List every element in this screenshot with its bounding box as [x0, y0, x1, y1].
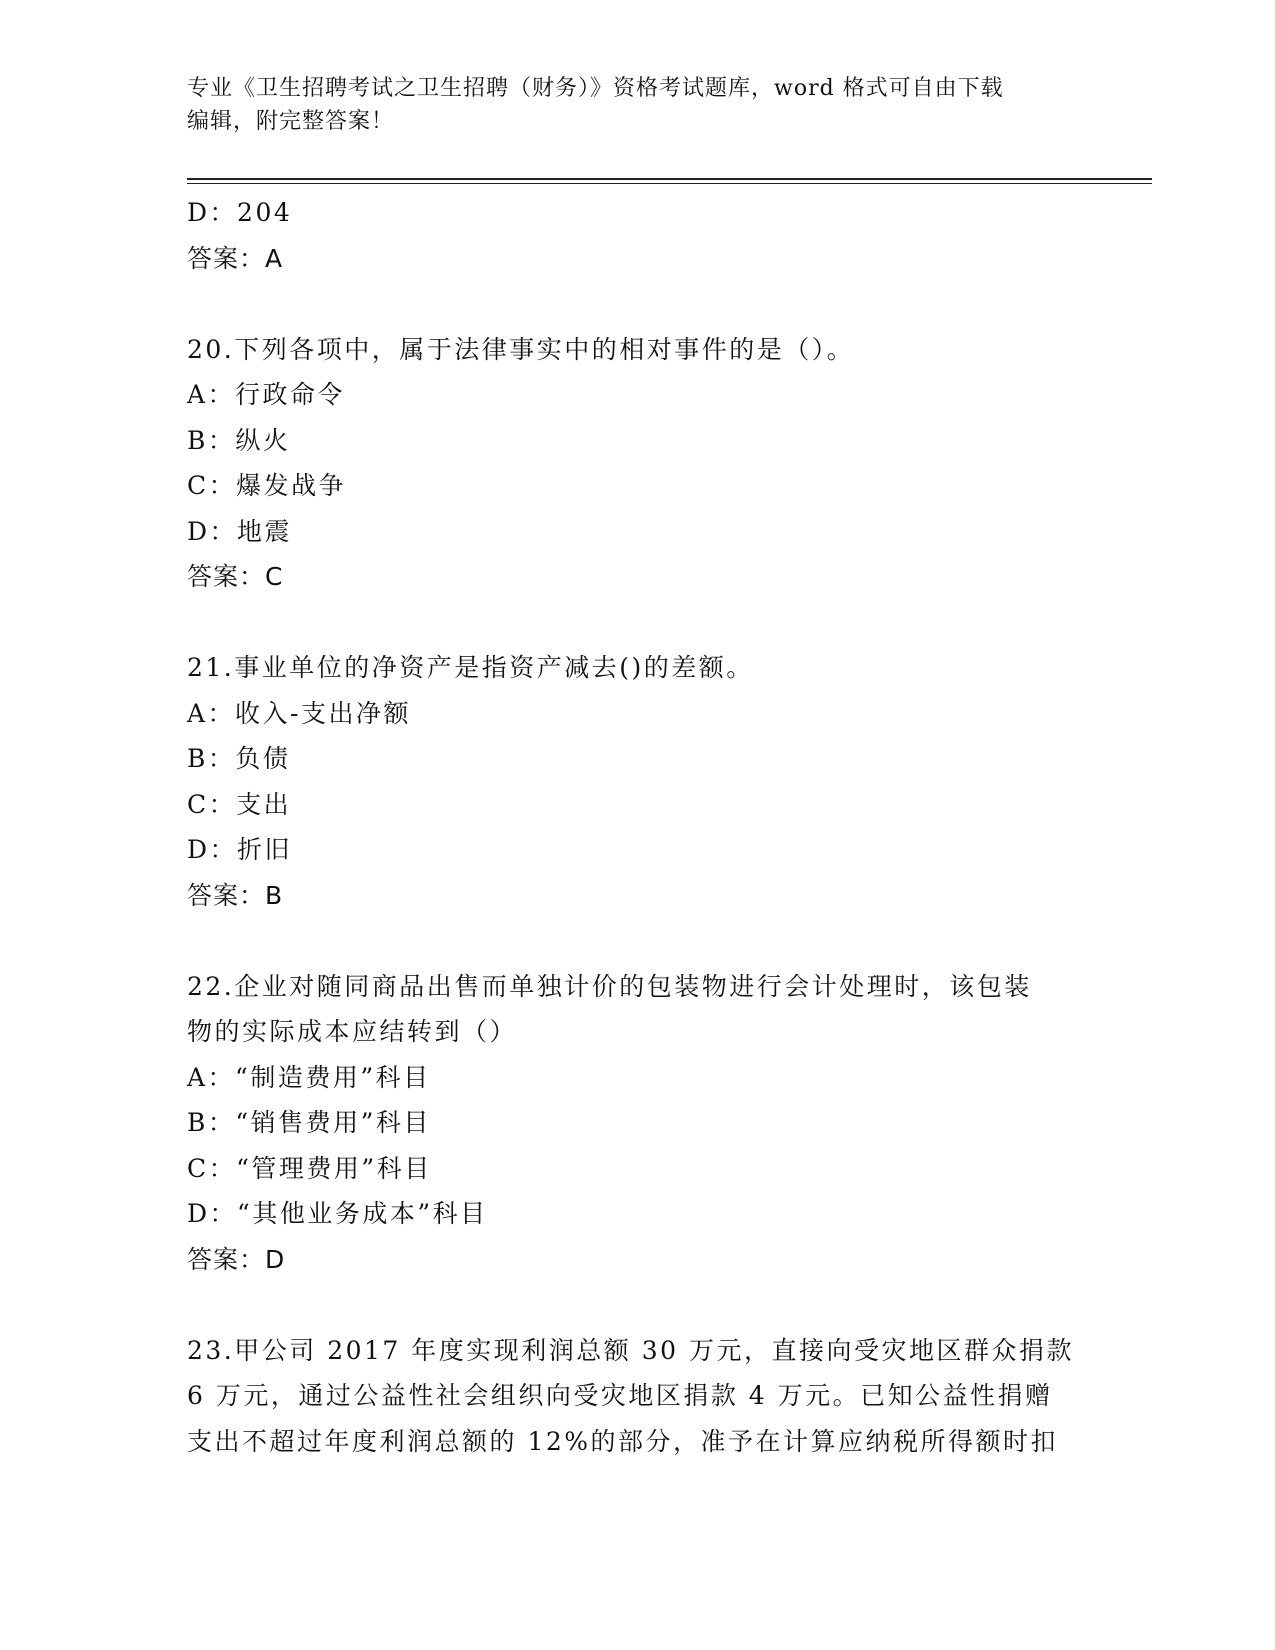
question-20: [187, 327, 1087, 600]
option-b: B：负债: [187, 744, 291, 773]
option-c: C：支出: [187, 789, 292, 819]
question-text: 20.下列各项中，属于法律事实中的相对事件的是（）。: [187, 334, 855, 364]
header-divider-thin: [187, 183, 1152, 184]
option-d: D：地震: [187, 516, 293, 546]
question-text-line-2: 6 万元，通过公益性社会组织向受灾地区捐款 4 万元。已知公益性捐赠: [187, 1381, 1053, 1410]
option-a: A：行政命令: [187, 380, 346, 409]
header-divider: [187, 178, 1152, 180]
question-text-line-3: 支出不超过年度利润总额的 12%的部分，准予在计算应纳税所得额时扣: [187, 1426, 1059, 1456]
question-list: [187, 190, 1087, 1464]
answer: 答案：D: [187, 1244, 286, 1274]
option-b: B：“销售费用”科目: [187, 1108, 431, 1137]
option-a: A：“制造费用”科目: [187, 1062, 431, 1092]
option-c: C：爆发战争: [187, 471, 347, 500]
question-22: [187, 964, 1087, 1283]
option-d: D：折旧: [187, 835, 293, 864]
question-21: [187, 645, 1087, 918]
question-text: 21.事业单位的净资产是指资产减去()的差额。: [187, 653, 754, 682]
question-23: [187, 1328, 1087, 1465]
question-text-line-1: 22.企业对随同商品出售而单独计价的包装物进行会计处理时，该包装: [187, 971, 1032, 1001]
page-header: [187, 72, 1067, 138]
option-c: C：“管理费用”科目: [187, 1153, 432, 1183]
option-d: D：204: [187, 198, 293, 227]
option-b: B：纵火: [187, 425, 291, 455]
question-text-line-1: 23.甲公司 2017 年度实现利润总额 30 万元，直接向受灾地区群众捐款: [187, 1335, 1074, 1365]
question-text-line-2: 物的实际成本应结转到（）: [187, 1017, 518, 1046]
answer: 答案：C: [187, 562, 284, 591]
answer: 答案：A: [187, 243, 284, 273]
option-a: A：收入-支出净额: [187, 698, 412, 728]
option-d: D：“其他业务成本”科目: [187, 1199, 488, 1228]
header-line-2: 编辑，附完整答案！: [187, 109, 395, 134]
header-line-1: 专业《卫生招聘考试之卫生招聘（财务）》资格考试题库，word 格式可自由下载: [187, 76, 1004, 101]
answer: 答案：B: [187, 880, 284, 910]
previous-question-tail: [187, 190, 1087, 281]
